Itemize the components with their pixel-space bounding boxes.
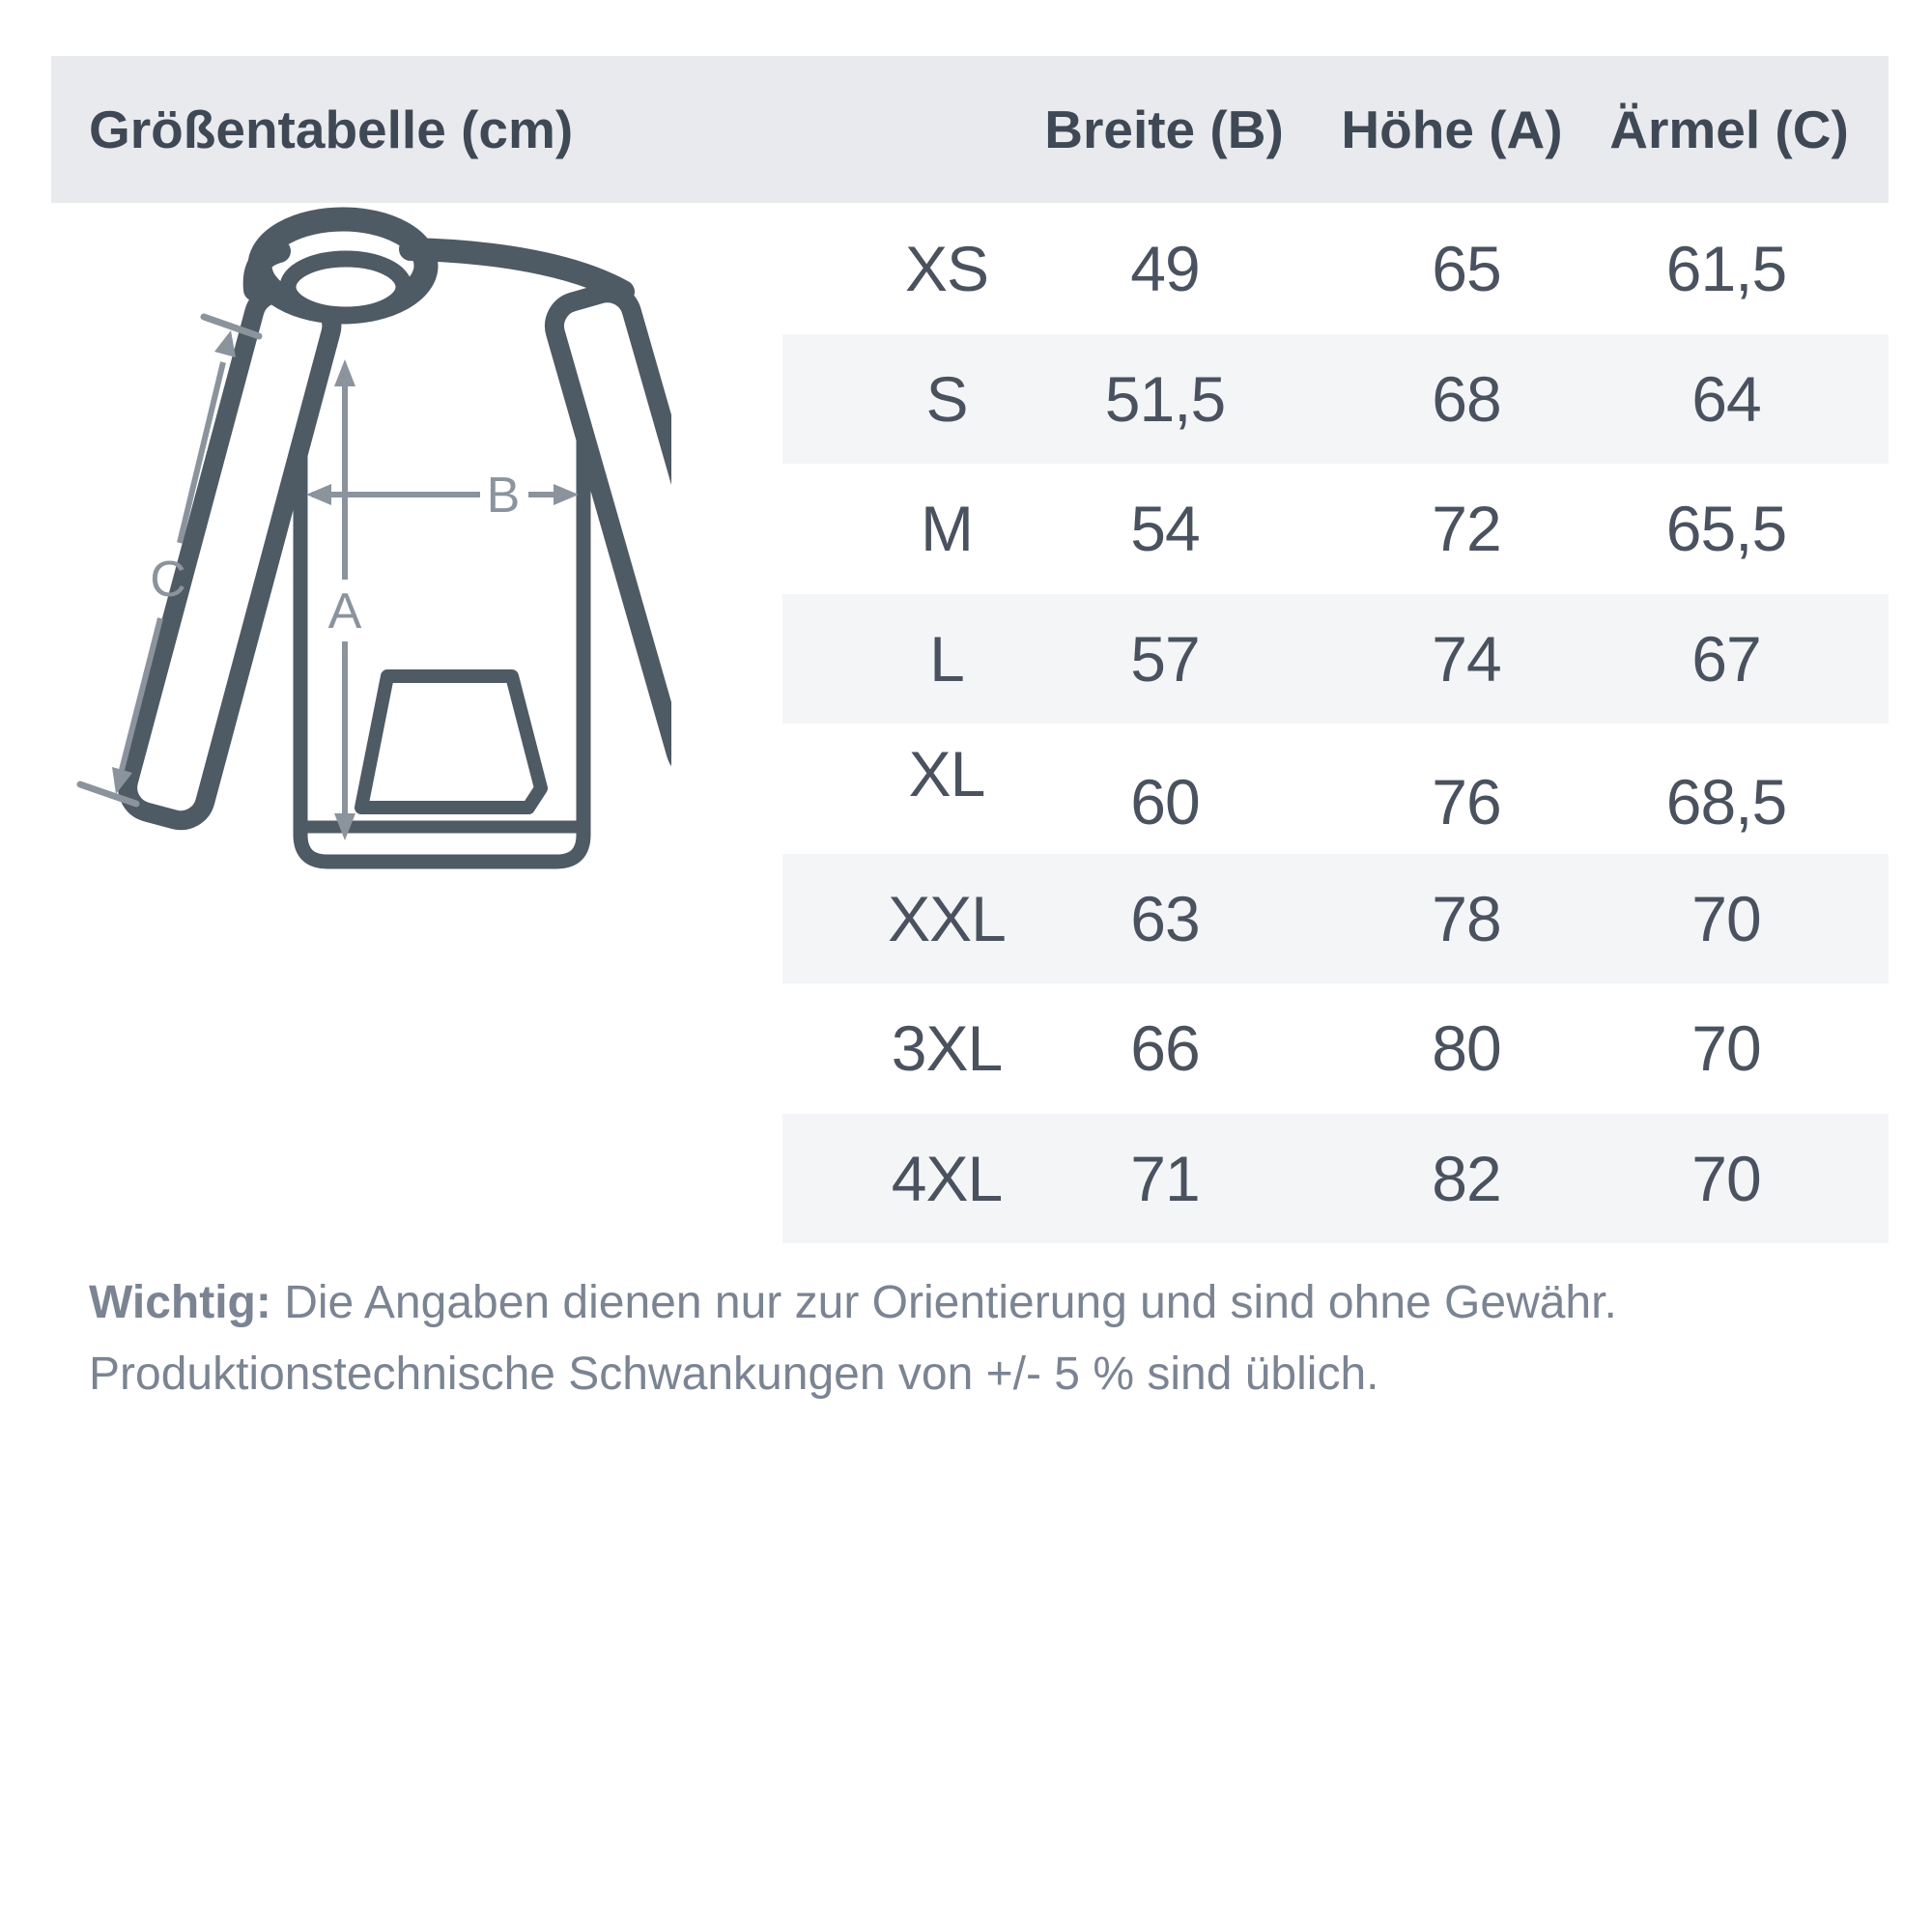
note-line2-text: Produktionstechnische Schwankungen von +/- 5 % sind üblich.: [89, 1349, 1379, 1400]
size-label: 4XL: [891, 1142, 1003, 1214]
table-row: [782, 334, 1889, 465]
value-aermel: 70: [1691, 1142, 1761, 1214]
table-row: [782, 854, 1889, 984]
table-row: [782, 724, 1889, 854]
value-breite: 63: [1130, 882, 1200, 954]
table-row: [782, 983, 1889, 1114]
measure-label-c: C: [150, 552, 186, 608]
page-title: Größentabelle (cm): [89, 99, 574, 159]
value-aermel: 70: [1691, 882, 1761, 954]
disclaimer-note: [89, 1267, 1837, 1410]
size-label: XL: [908, 738, 985, 810]
column-header-hoehe: Höhe (A): [1341, 99, 1563, 159]
value-breite: 49: [1130, 233, 1200, 304]
size-label: S: [925, 362, 968, 435]
value-hoehe: 65: [1432, 233, 1501, 304]
size-label: M: [921, 493, 973, 564]
note-important-label: Wichtig:: [89, 1277, 271, 1328]
value-aermel: 65,5: [1665, 493, 1787, 564]
table-row: [782, 464, 1889, 594]
value-hoehe: 72: [1432, 493, 1501, 564]
measure-label-a: A: [327, 583, 362, 639]
value-aermel: 64: [1691, 362, 1761, 435]
column-header-aermel: Ärmel (C): [1609, 99, 1849, 159]
table-row: [782, 204, 1889, 334]
hoodie-pocket: [361, 676, 541, 808]
value-aermel: 61,5: [1665, 233, 1787, 304]
value-hoehe: 80: [1432, 1012, 1501, 1084]
hoodie-diagram: [53, 193, 671, 898]
hoodie-hood-collar: [288, 259, 404, 315]
value-breite: 54: [1130, 493, 1200, 564]
size-label: XS: [904, 233, 989, 304]
size-label: XXL: [888, 882, 1006, 954]
size-label: L: [929, 622, 964, 695]
measure-label-b: B: [486, 468, 521, 524]
value-aermel: 67: [1691, 622, 1761, 695]
value-hoehe: 82: [1432, 1142, 1501, 1214]
value-hoehe: 76: [1432, 766, 1501, 838]
value-breite: 60: [1130, 766, 1200, 838]
table-row: [782, 594, 1889, 724]
hoodie-right-sleeve: [549, 287, 671, 778]
value-hoehe: 74: [1432, 622, 1501, 695]
value-hoehe: 78: [1432, 882, 1501, 954]
table-row: [782, 1114, 1889, 1244]
column-header-breite: Breite (B): [1044, 99, 1284, 159]
note-line1-text: Die Angaben dienen nur zur Orientierung und sind ohne Gewähr.: [270, 1277, 1617, 1328]
hoodie-right-shoulder: [411, 249, 623, 292]
value-aermel: 68,5: [1665, 766, 1787, 838]
value-breite: 57: [1130, 622, 1200, 695]
note-line-1: [89, 1267, 1837, 1339]
value-hoehe: 68: [1432, 362, 1501, 435]
value-aermel: 70: [1691, 1012, 1761, 1084]
size-label: 3XL: [891, 1012, 1003, 1084]
value-breite: 71: [1130, 1142, 1200, 1214]
size-table: [782, 204, 1889, 1243]
size-chart-header: [51, 56, 1889, 203]
value-breite: 51,5: [1104, 362, 1226, 435]
value-breite: 66: [1130, 1012, 1200, 1084]
